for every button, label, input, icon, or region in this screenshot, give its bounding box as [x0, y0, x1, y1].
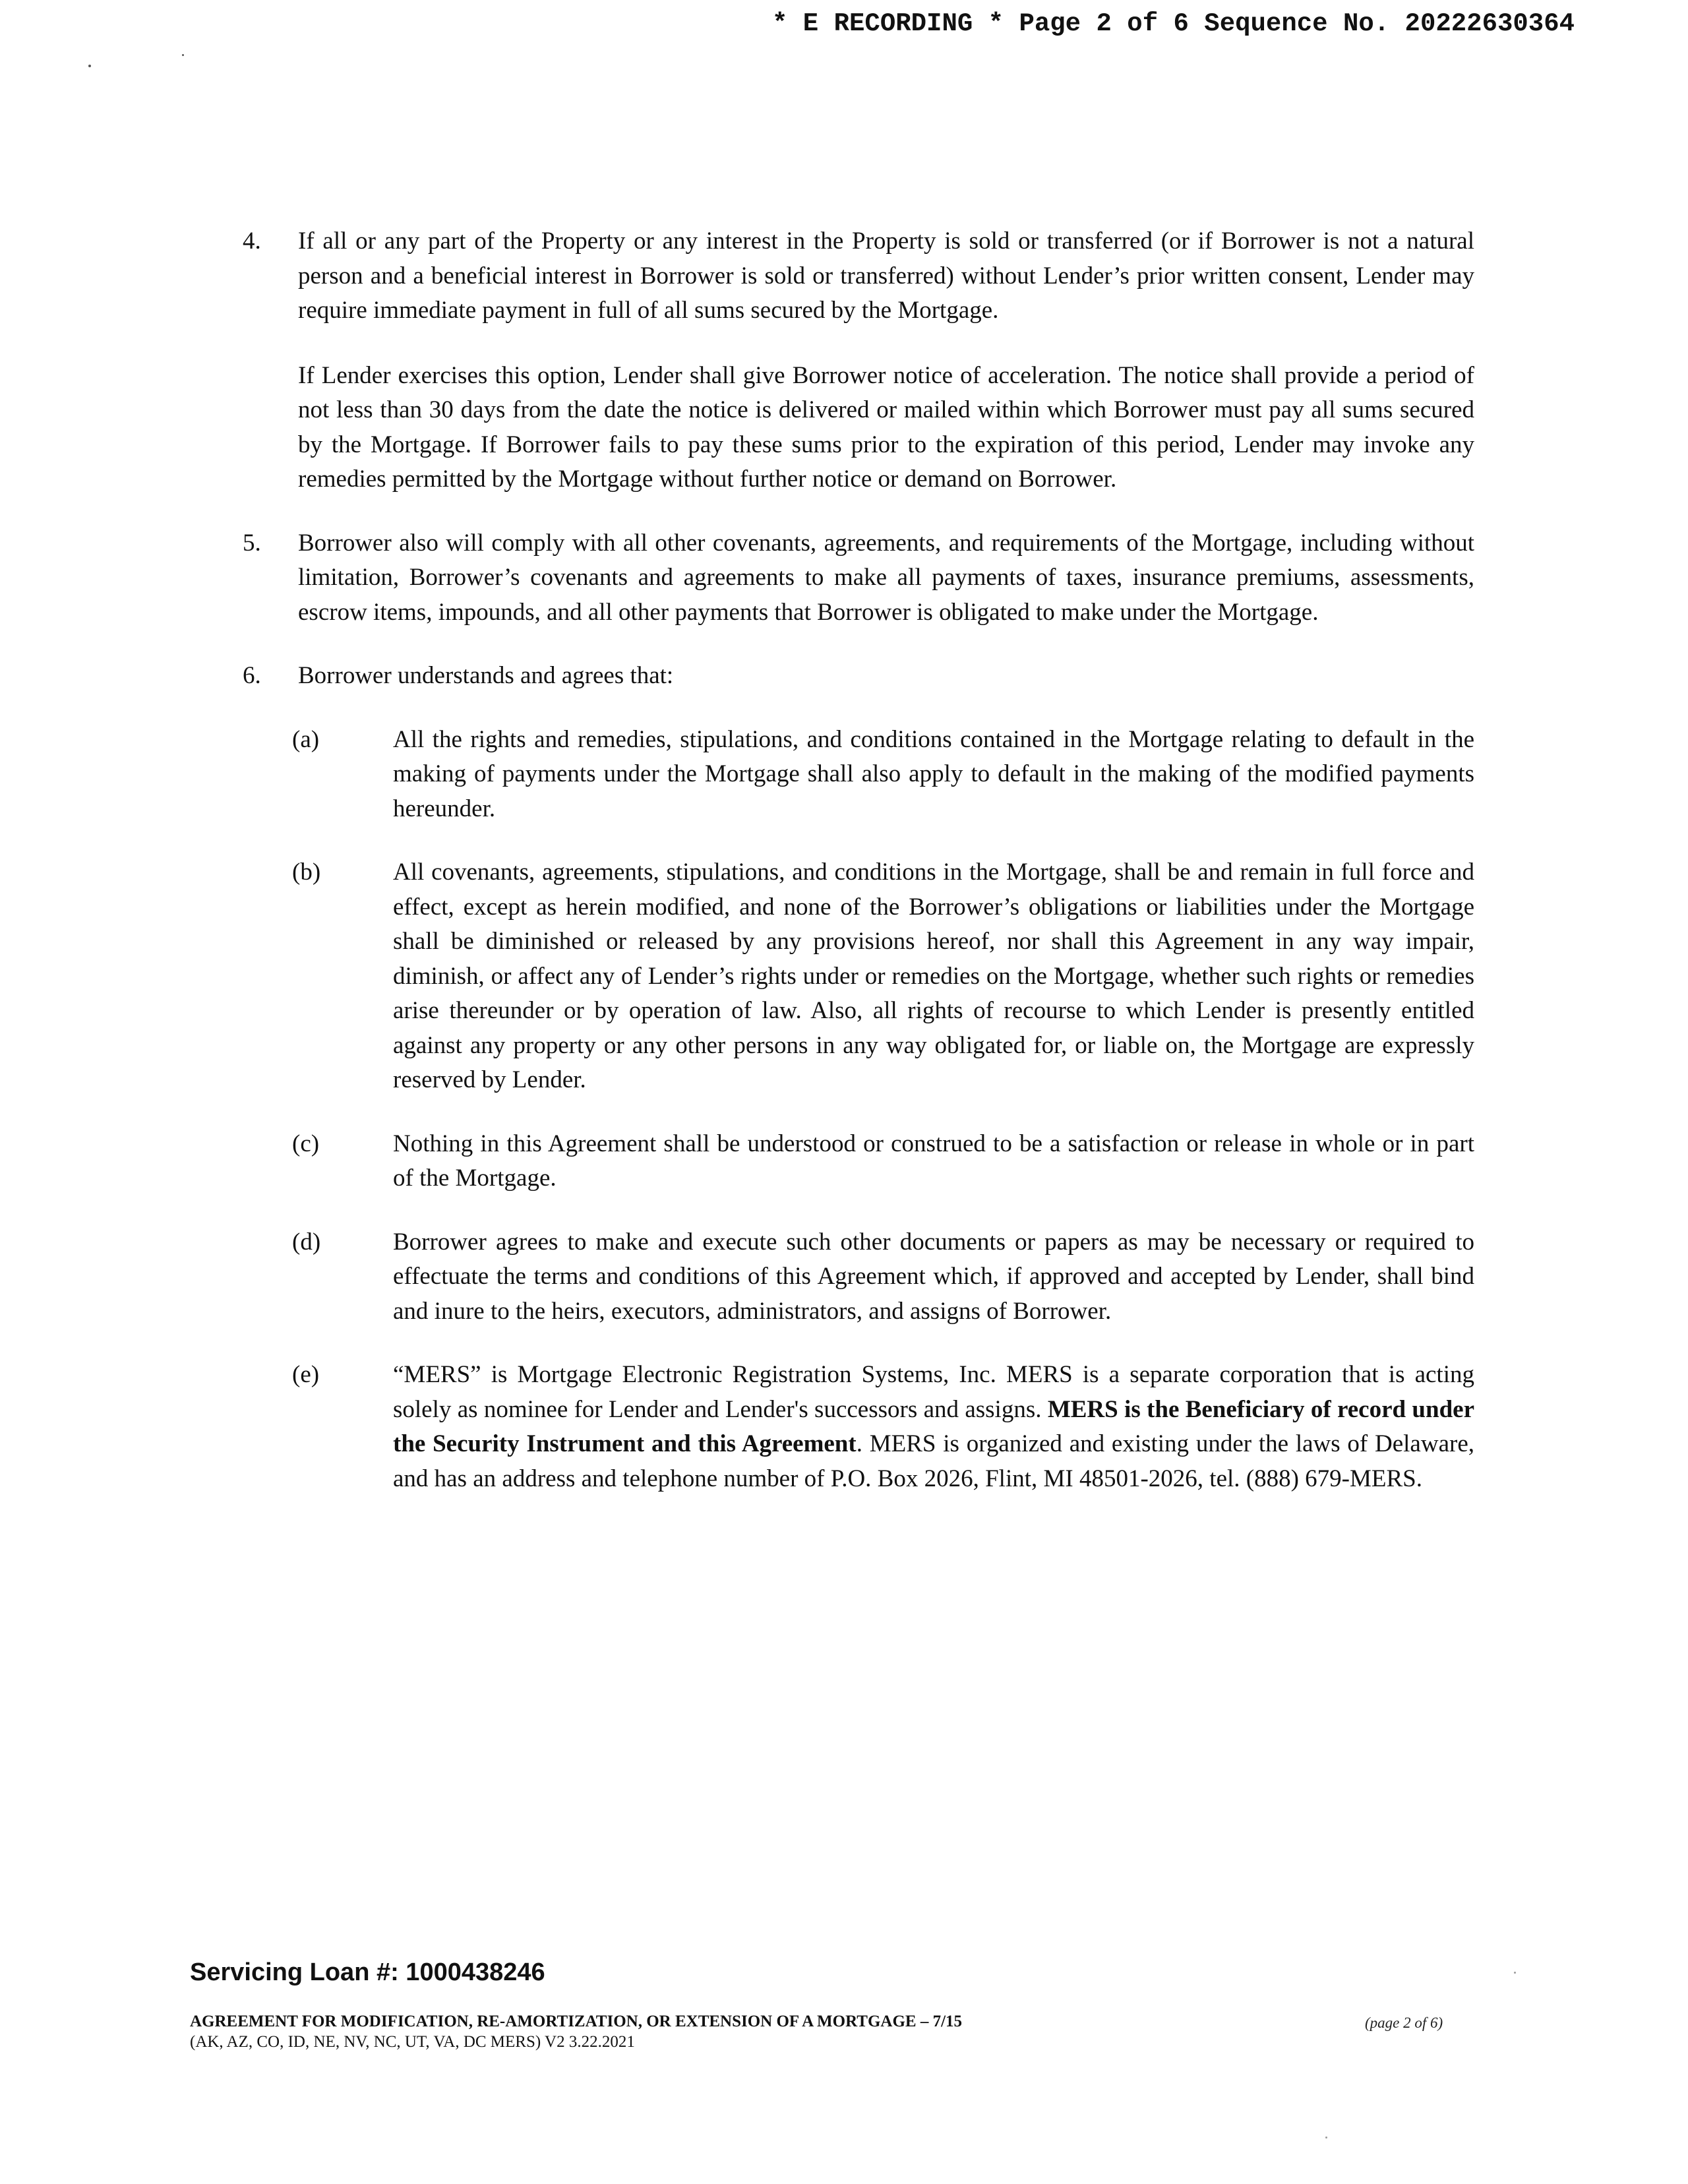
servicing-loan-number: Servicing Loan #: 1000438246 — [190, 1958, 545, 1986]
subclause-text: Nothing in this Agreement shall be understood or construed to be a satisfaction or release in whole or in part of the Mortgage. — [393, 1130, 1474, 1192]
clause-number: 6. — [243, 662, 261, 689]
clause-number: 5. — [243, 529, 261, 557]
subclause-label: (c) — [292, 1130, 320, 1157]
subclause-e — [243, 1358, 1474, 1496]
subclause-a — [243, 723, 1474, 827]
clause-paragraph: Borrower also will comply with all other covenants, agreements, and requirements of the Mortgage, including without limitation, Borrower’s covenants and agreements to make all payments of taxes, insurance premiums, assessments, escrow items, impounds, and all other payments that Borrower is obligated to make under the Mortgage. — [298, 529, 1474, 626]
clause-6-subitems — [292, 723, 1474, 1497]
scan-speck — [88, 65, 91, 67]
clause-4 — [243, 224, 1474, 497]
subclause-label: (a) — [292, 725, 320, 753]
subclause-label: (e) — [292, 1361, 320, 1388]
form-states: (AK, AZ, CO, ID, NE, NV, NC, UT, VA, DC MERS) V2 3.22.2021 — [190, 2033, 635, 2051]
scan-speck — [1325, 2137, 1327, 2138]
clause-intro: Borrower understands and agrees that: — [298, 662, 674, 689]
subclause-text: . MERS is organized and existing under the laws of Delaware, and has an address and telephone number of P.O. Box 2026, Flint, MI 48501-2026, tel. (888) 679-MERS. — [393, 1430, 1474, 1492]
subclause-label: (d) — [292, 1228, 321, 1256]
page-indicator: (page 2 of 6) — [1365, 2015, 1443, 2031]
subclause-c — [243, 1127, 1474, 1196]
clause-paragraph: If Lender exercises this option, Lender shall give Borrower notice of acceleration. The notice shall provide a period of not less than 30 days from the date the notice is delivered or mailed within which Borrower must pay all sums secured by the Mortgage. If Borrower fails to pay these sums prior to the expiration of this period, Lender may invoke any remedies permitted by the Mortgage without further notice or demand on Borrower. — [298, 361, 1474, 493]
document-body — [243, 224, 1474, 1525]
clause-paragraph: If all or any part of the Property or any interest in the Property is sold or transferred (or if Borrower is not a natural person and a beneficial interest in Borrower is sold or transferred) without Lender’s prior written consent, Lender may require immediate payment in full of all sums secured by the Mortgage. — [298, 228, 1474, 324]
clause-5 — [243, 526, 1474, 630]
subclause-text: All covenants, agreements, stipulations, and conditions in the Mortgage, shall be and remain in full force and effect, except as herein modified, and none of the Borrower’s obligations or liabilities under the Mortgage shall be diminished or released by any provisions hereof, nor shall this Agreement in any way impair, diminish, or affect any of Lender’s rights under or remedies on the Mortgage, whether such rights or remedies arise thereunder or by operation of law. Also, all rights of recourse to which Lender is presently entitled against any property or any other persons in any way obligated for, or liable on, the Mortgage are expressly reserved by Lender. — [393, 859, 1474, 1093]
scan-speck — [182, 54, 184, 56]
clause-number: 4. — [243, 228, 261, 255]
form-title: AGREEMENT FOR MODIFICATION, RE-AMORTIZATION, OR EXTENSION OF A MORTGAGE – 7/15 — [190, 2013, 963, 2030]
subclause-text: “MERS” is Mortgage Electronic Registration Systems, Inc. MERS is a separate corporation that is acting solely as nominee for Lender and Lender's successors and assigns. — [393, 1361, 1474, 1423]
clause-6 — [243, 659, 1474, 1496]
subclause-b — [243, 855, 1474, 1098]
subclause-d — [243, 1225, 1474, 1329]
recording-header: * E RECORDING * Page 2 of 6 Sequence No. 20222630364 — [772, 9, 1575, 38]
scan-speck — [1514, 1972, 1516, 1974]
subclause-text: All the rights and remedies, stipulations, and conditions contained in the Mortgage relating to default in the making of payments under the Mortgage shall also apply to default in the making of the modified payments hereunder. — [393, 725, 1474, 822]
subclause-text: Borrower agrees to make and execute such other documents or papers as may be necessary or required to effectuate the terms and conditions of this Agreement which, if approved and accepted by Lender, shall bind and inure to the heirs, executors, administrators, and assigns of Borrower. — [393, 1228, 1474, 1325]
mers-beneficiary-statement: MERS is the Beneficiary of record under the Security Instrument and this Agreement — [393, 1395, 1474, 1457]
subclause-label: (b) — [292, 859, 321, 886]
